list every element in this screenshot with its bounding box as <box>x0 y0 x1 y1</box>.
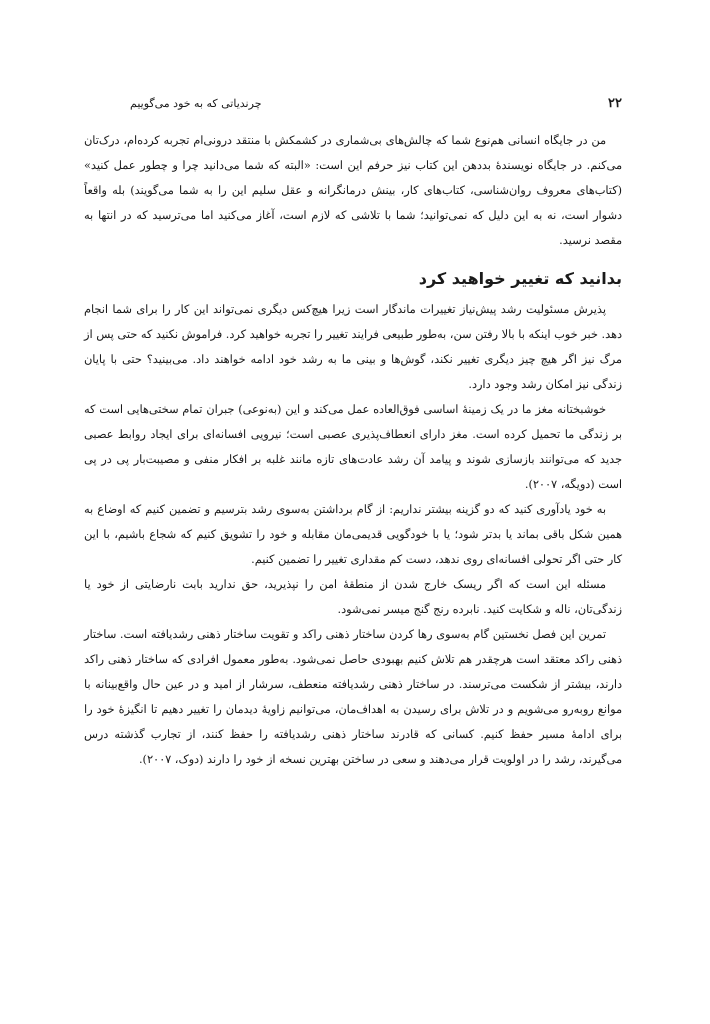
page-body <box>84 128 622 772</box>
running-header <box>70 93 622 113</box>
section-heading: بدانید که تغییر خواهید کرد <box>418 269 622 288</box>
body-paragraph: پذیرش مسئولیت رشد پیش‌نیاز تغییرات ماندگار است زیرا هیچ‌کس دیگری نمی‌تواند این کار را برای شما انجام دهد. خبر خوب اینکه با بالا رفتن سن، به‌طور طبیعی فرایند تغییر را تجربه خواهید کرد. فراموش نکنید که حتی پس از مرگ نیز اگر هیچ چیز دیگری تغییر نکند، گوش‌ها و بینی ما به رشد خود ادامه خواهند داد. می‌بینید؟ حتی با پایان زندگی نیز امکان رشد وجود دارد. <box>84 303 622 391</box>
body-paragraph: تمرین این فصل نخستین گام به‌سوی رها کردن ساختار ذهنی راکد و تقویت ساختار ذهنی رشدیافته است. ساختار ذهنی راکد معتقد است هرچقدر هم تلاش کنیم بهبودی حاصل نمی‌شود. به‌طور معمول افرادی که ساختار ذهنی راکد دارند، بیشتر از شکست می‌ترسند. در ساختار ذهنی رشدیافته منعطف، سرشار از امید و در عین حال واقع‌بینانه با موانع روبه‌رو می‌شویم و در تلاش برای رسیدن به اهداف‌مان، می‌توانیم زاویهٔ دیدمان را تغییر دهیم تا انگیزهٔ خود را برای ادامهٔ مسیر حفظ کنیم. کسانی که قادرند ساختار ذهنی رشدیافته را حفظ کنند، از تجارب گذشته درس می‌گیرند، رشد را در اولویت قرار می‌دهند و سعی در ساختن بهترین نسخه از خود را دارند (دوک، ۲۰۰۷). <box>84 628 623 766</box>
page-number: ۲۲ <box>608 95 622 111</box>
body-paragraph: به خود یادآوری کنید که دو گزینه بیشتر نداریم: از گام برداشتن به‌سوی رشد بترسیم و تضمین کنیم که اوضاع به همین شکل باقی بماند یا بدتر شود؛ یا با خودگویی قدیمی‌مان مقابله و خود را تشویق کنیم که شجاع باشیم، با این کار حتی اگر تحولی افسانه‌ای روی ندهد، دست کم مقداری تغییر را تضمین کنیم. <box>84 503 622 566</box>
intro-paragraph: من در جایگاه انسانی هم‌نوع شما که چالش‌های بی‌شماری در کشمکش با منتقد درونی‌ام تجربه کرده‌ام، درک‌تان می‌کنم. در جایگاه نویسندهٔ بددهن این کتاب نیز حرفم این است: «البته که شما می‌دانید چرا و چطور عمل کنید» (کتاب‌های معروف روان‌شناسی، کتاب‌های کار، بینش درمانگرانه و عقل سلیم این را به شما می‌گویند) بله واقعاً دشوار است، نه به این دلیل که نمی‌توانید؛ شما با تلاشی که لازم است، آغاز می‌کنید اما می‌ترسید که در انتها به مقصد نرسید. <box>84 134 622 247</box>
body-paragraph: خوشبختانه مغز ما در یک زمینهٔ اساسی فوق‌العاده عمل می‌کند و این (به‌نوعی) جبران تمام سختی‌هایی است که بر زندگی ما تحمیل کرده است. مغز دارای انعطاف‌پذیری عصبی است؛ نیرویی افسانه‌ای برای ایجاد روابط عصبی جدید که می‌توانند بازسازی شوند و پیامد آن رشد عادت‌های تازه مانند غلبه بر افکار منفی و مصیبت‌بار پی در پی است (دویگه، ۲۰۰۷). <box>84 403 622 491</box>
body-paragraph: مسئله این است که اگر ریسک خارج شدن از منطقهٔ امن را نپذیرید، حق ندارید بابت نارضایتی از خود یا زندگی‌تان، ناله و شکایت کنید. نابرده رنج گنج میسر نمی‌شود. <box>84 578 622 616</box>
running-header-title: چرندیاتی که به خود می‌گوییم <box>130 96 262 110</box>
